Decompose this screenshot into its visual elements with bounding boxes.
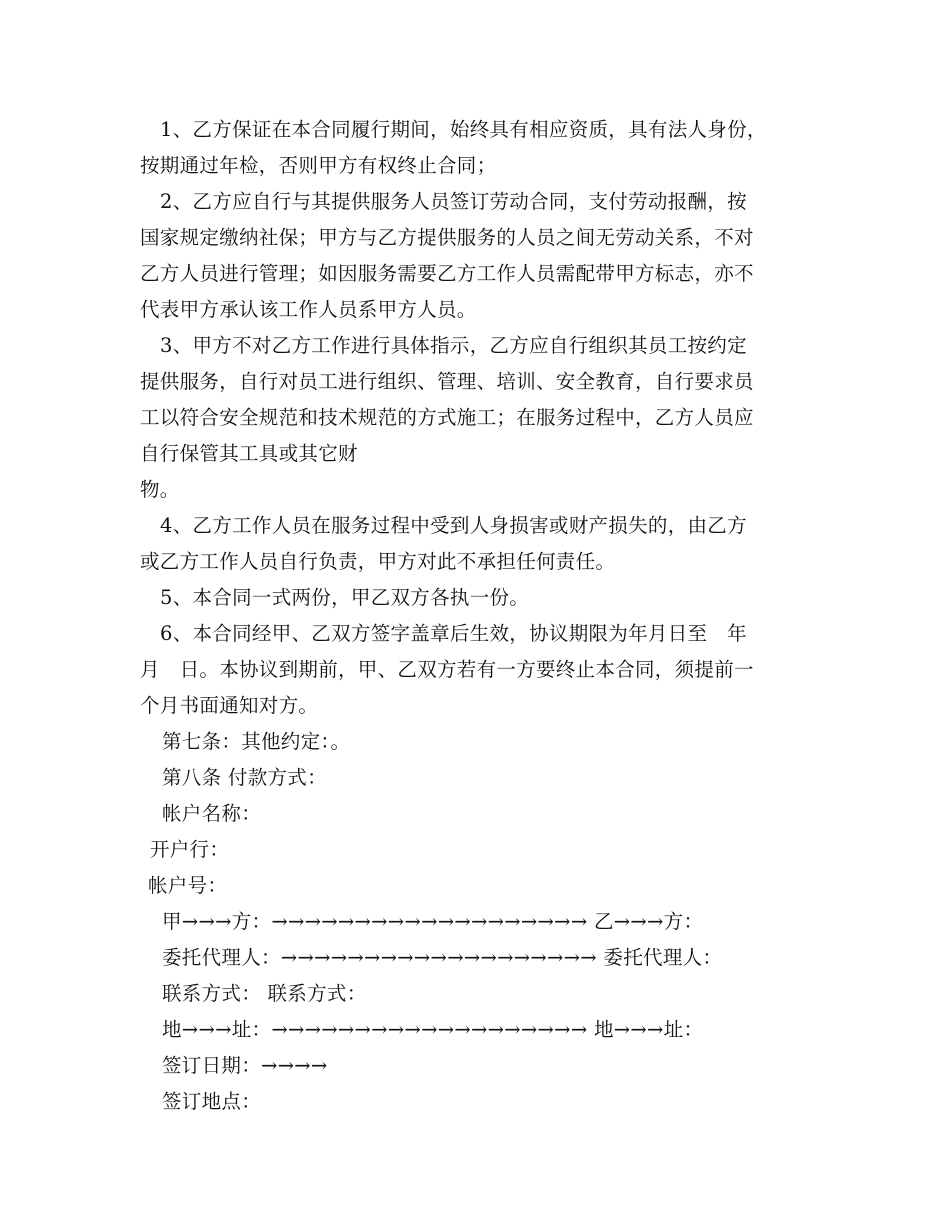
contract-text-line: 甲→→→方：→→→→→→→→→→→→→→→→→→→ 乙→→→方： (162, 910, 704, 933)
contract-text-line: 6、本合同经甲、乙双方签字盖章后生效，协议期限为年月日至 年 (160, 622, 747, 645)
contract-text-line: 签订日期：→→→→ (162, 1054, 328, 1077)
contract-page (140, 112, 830, 1120)
contract-text-line: 开户行： (150, 838, 230, 861)
contract-text-line: 或乙方工作人员自行负责，甲方对此不承担任何责任。 (140, 550, 616, 573)
contract-text-line: 乙方人员进行管理；如因服务需要乙方工作人员需配带甲方标志，亦不 (140, 262, 754, 285)
contract-text-line: 4、乙方工作人员在服务过程中受到人身损害或财产损失的，由乙方 (160, 514, 747, 537)
contract-text-line: 2、乙方应自行与其提供服务人员签订劳动合同，支付劳动报酬，按 (160, 190, 747, 213)
contract-text-line: 第八条 付款方式： (162, 766, 327, 789)
contract-text-line: 物。 (140, 478, 180, 501)
contract-text-line: 帐户号： (148, 874, 228, 897)
contract-text-line: 按期通过年检，否则甲方有权终止合同； (140, 154, 497, 177)
contract-text-line: 地→→→址：→→→→→→→→→→→→→→→→→→→ 地→→→址： (162, 1018, 704, 1041)
contract-text-line: 提供服务，自行对员工进行组织、管理、培训、安全教育，自行要求员 (140, 370, 754, 393)
contract-text-line: 个月书面通知对方。 (140, 694, 319, 717)
contract-text-line: 帐户名称： (162, 802, 262, 825)
contract-text-line: 3、甲方不对乙方工作进行具体指示，乙方应自行组织其员工按约定 (160, 334, 747, 357)
contract-text-line: 委托代理人：→→→→→→→→→→→→→→→→→→→ 委托代理人： (162, 946, 723, 969)
contract-text-line: 5、本合同一式两份，甲乙双方各执一份。 (160, 586, 530, 609)
contract-text-line: 月 日。本协议到期前，甲、乙双方若有一方要终止本合同，须提前一 (140, 658, 754, 681)
contract-text-line: 国家规定缴纳社保；甲方与乙方提供服务的人员之间无劳动关系，不对 (140, 226, 754, 249)
contract-text-line: 代表甲方承认该工作人员系甲方人员。 (140, 298, 477, 321)
contract-text-line: 联系方式： 联系方式： (162, 982, 367, 1005)
contract-text-line: 工以符合安全规范和技术规范的方式施工；在服务过程中，乙方人员应 (140, 406, 754, 429)
contract-text-line: 第七条：其他约定：。 (162, 730, 351, 753)
contract-text-line: 自行保管其工具或其它财 (140, 442, 358, 465)
contract-text-line: 签订地点： (162, 1090, 262, 1113)
contract-text-line: 1、乙方保证在本合同履行期间，始终具有相应资质，具有法人身份， (160, 118, 767, 141)
